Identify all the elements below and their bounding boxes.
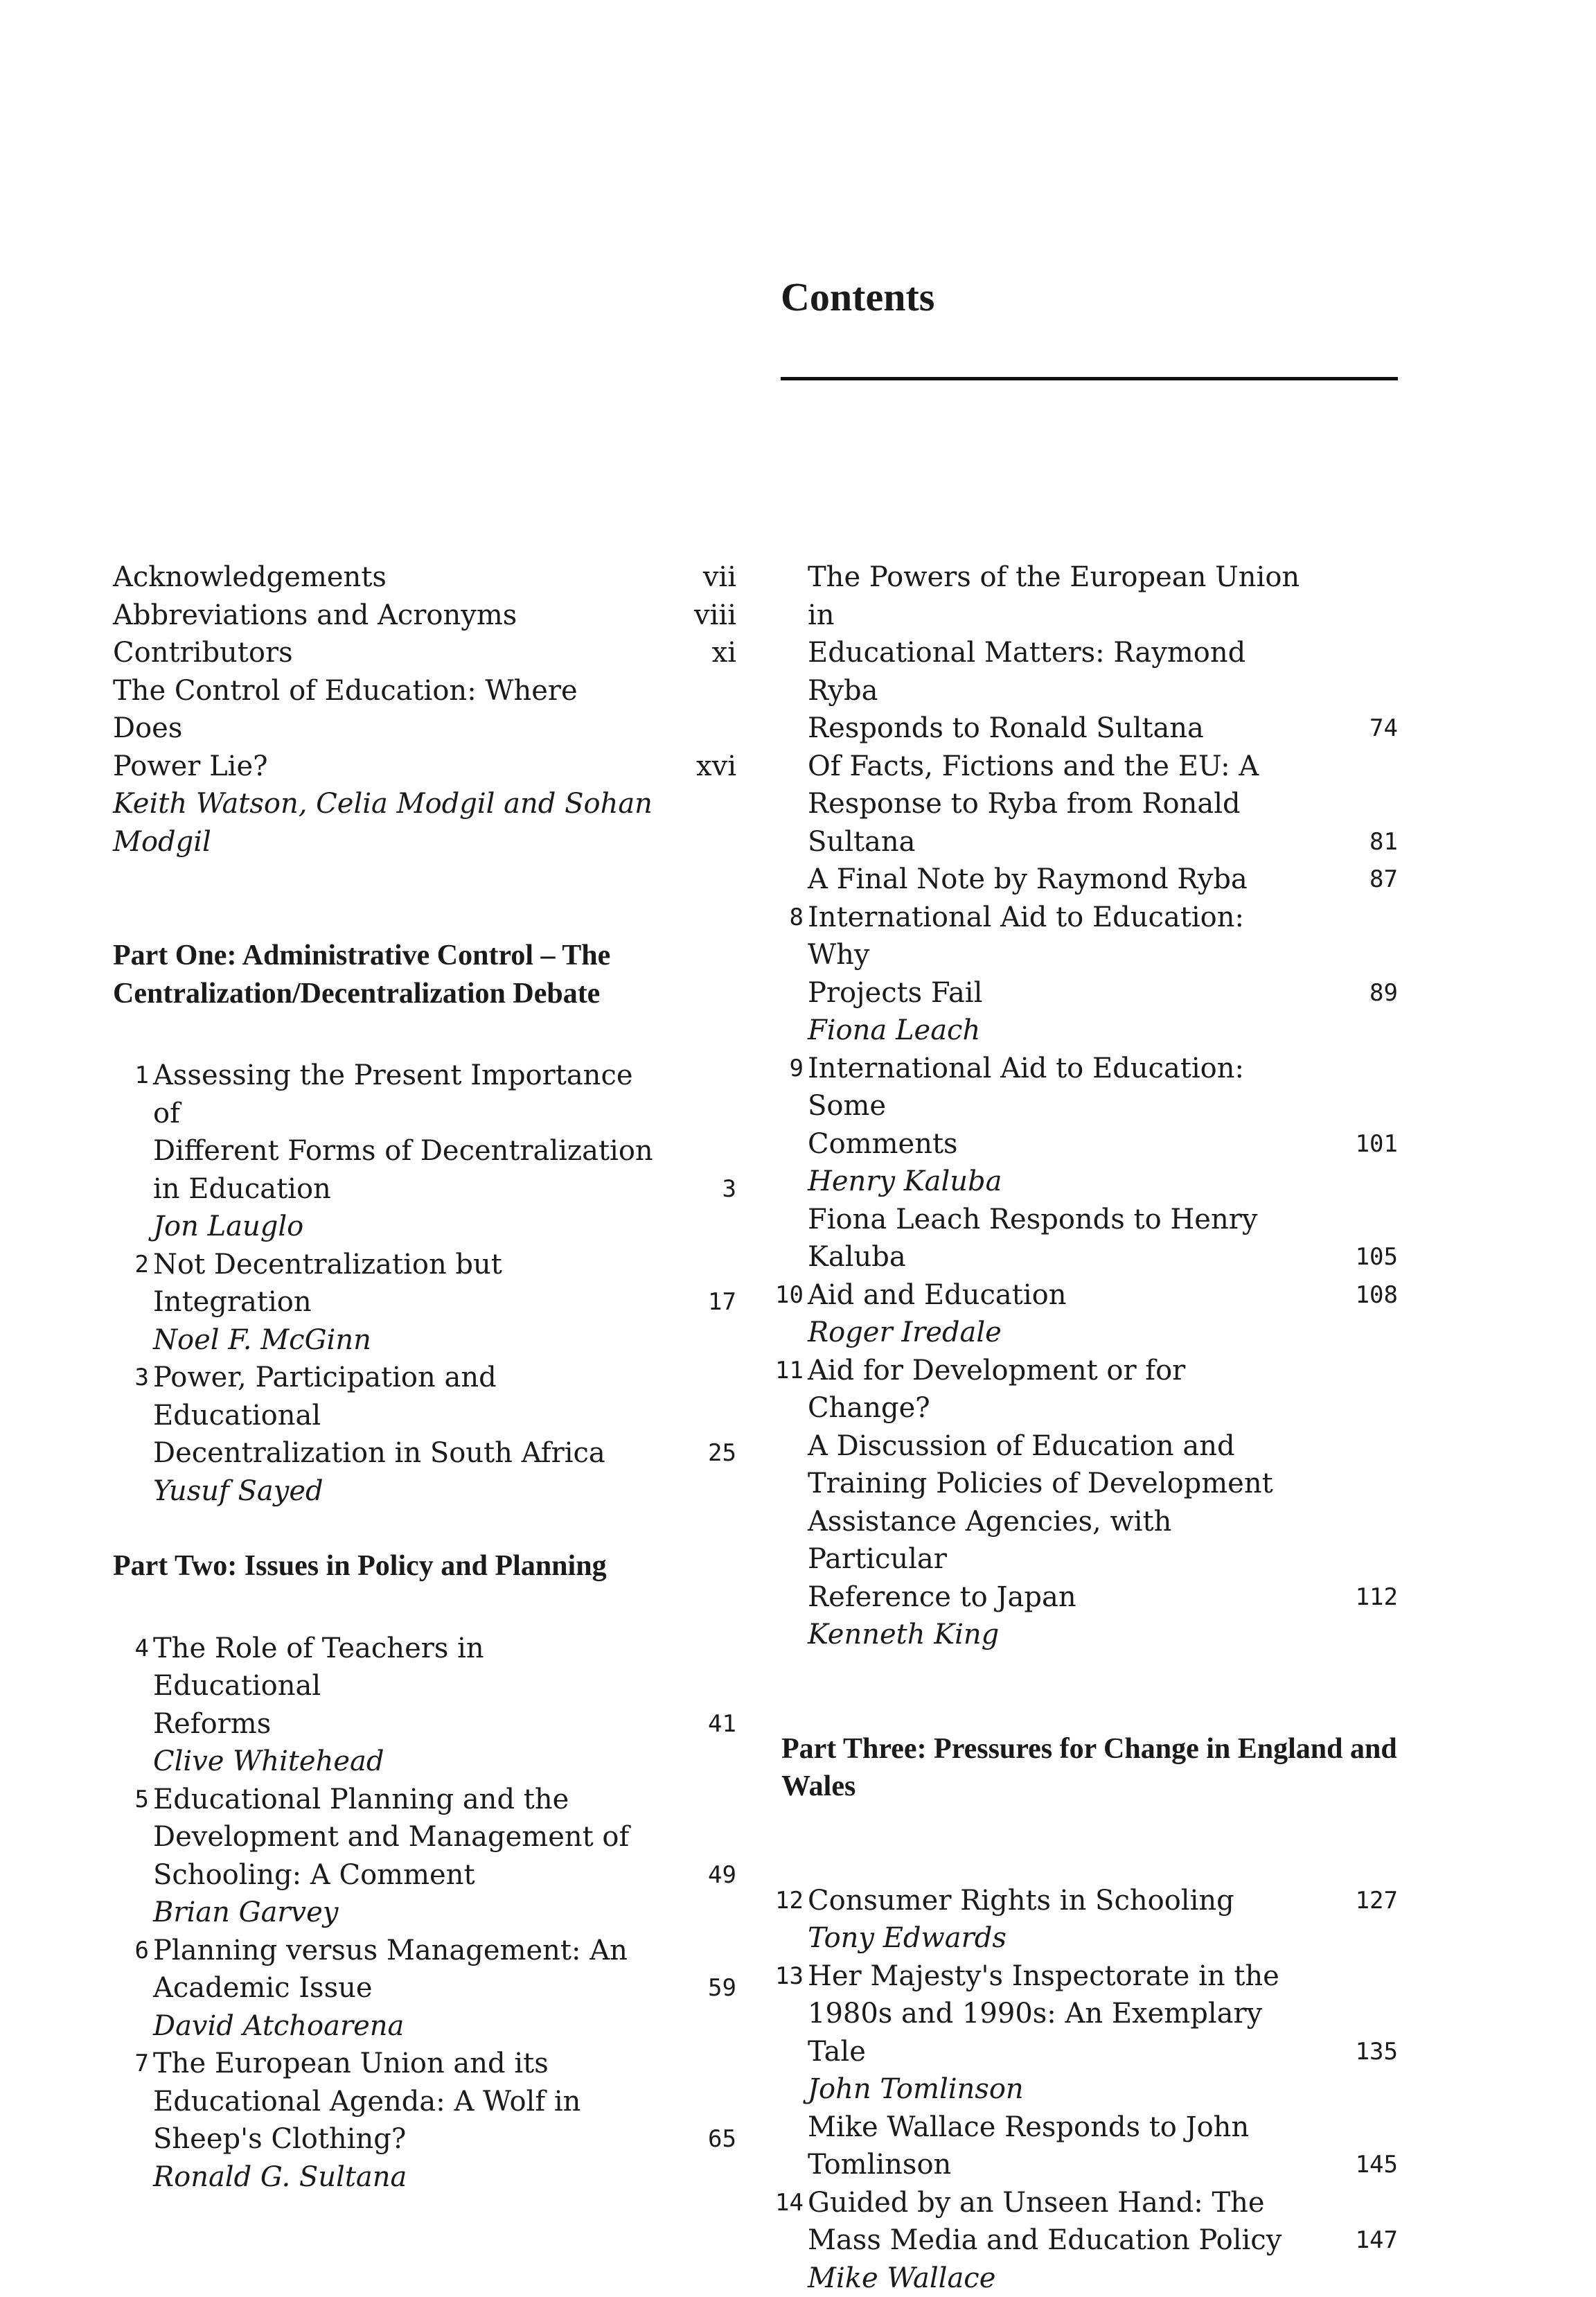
chapter-number bbox=[768, 2109, 808, 2184]
chapter-number: 10 bbox=[768, 1276, 808, 1314]
part-three-heading: Part Three: Pressures for Change in England and Wales bbox=[768, 1730, 1398, 1806]
toc-entry-chapter[interactable] bbox=[113, 1932, 736, 2045]
entry-title: Aid and Education bbox=[808, 1276, 1315, 1314]
toc-entry-chapter[interactable] bbox=[768, 1957, 1398, 2109]
entry-page: 145 bbox=[1315, 2146, 1398, 2184]
entry-page: 41 bbox=[653, 1705, 736, 1743]
entry-title: Mike Wallace Responds to John Tomlinson bbox=[808, 2109, 1315, 2184]
entry-page: xvi bbox=[653, 748, 736, 786]
entry-title: Her Majesty's Inspectorate in the 1980s and 1990s: An Exemplary Tale bbox=[808, 1957, 1315, 2071]
entry-title: Contributors bbox=[113, 634, 653, 672]
entry-page: 49 bbox=[653, 1856, 736, 1894]
toc-entry-response[interactable] bbox=[768, 748, 1398, 861]
entry-author: Jon Lauglo bbox=[153, 1208, 653, 1246]
entry-author: Kenneth King bbox=[808, 1616, 1315, 1654]
part-one-heading: Part One: Administrative Control – The Centralization/Decentralization Debate bbox=[113, 937, 736, 1012]
entry-page: xi bbox=[653, 634, 736, 672]
toc-entry-front[interactable] bbox=[113, 634, 736, 672]
entry-page: 25 bbox=[653, 1434, 736, 1472]
chapter-number bbox=[768, 558, 808, 748]
entry-title: Guided by an Unseen Hand: The Mass Media and Education Policy bbox=[808, 2184, 1315, 2260]
entry-page: 3 bbox=[653, 1170, 736, 1208]
toc-entry-chapter[interactable] bbox=[768, 899, 1398, 1050]
entry-title: The Powers of the European Union in Educational Matters: Raymond Ryba Responds to Ronald Sultana bbox=[808, 558, 1315, 748]
entry-page: 59 bbox=[653, 1969, 736, 2007]
entry-page: 112 bbox=[1315, 1578, 1398, 1617]
toc-entry-chapter[interactable] bbox=[768, 1352, 1398, 1654]
toc-right-column bbox=[768, 558, 1398, 2297]
entry-title: International Aid to Education: Some Comments bbox=[808, 1050, 1315, 1163]
entry-author: Roger Iredale bbox=[808, 1314, 1315, 1352]
chapter-number: 4 bbox=[113, 1630, 153, 1743]
entry-page: 135 bbox=[1315, 2033, 1398, 2071]
entry-page: viii bbox=[653, 597, 736, 635]
chapter-number: 11 bbox=[768, 1352, 808, 1617]
entry-page: 89 bbox=[1315, 974, 1398, 1012]
entry-author: Tony Edwards bbox=[808, 1919, 1315, 1957]
entry-title: International Aid to Education: Why Projects Fail bbox=[808, 899, 1315, 1012]
toc-entry-front[interactable] bbox=[113, 597, 736, 635]
entry-title: Planning versus Management: An Academic Issue bbox=[153, 1932, 653, 2007]
entry-page: 108 bbox=[1315, 1276, 1398, 1314]
entry-page: 81 bbox=[1315, 823, 1398, 861]
toc-entry-chapter[interactable] bbox=[768, 1276, 1398, 1352]
entry-page: 101 bbox=[1315, 1125, 1398, 1163]
entry-page: vii bbox=[653, 558, 736, 597]
entry-title: Abbreviations and Acronyms bbox=[113, 597, 653, 635]
toc-left-column bbox=[113, 558, 736, 2196]
entry-author: Henry Kaluba bbox=[808, 1163, 1315, 1201]
entry-author: Noel F. McGinn bbox=[153, 1321, 653, 1359]
entry-title: Consumer Rights in Schooling bbox=[808, 1882, 1315, 1920]
chapter-number bbox=[768, 748, 808, 861]
chapter-number: 5 bbox=[113, 1781, 153, 1894]
chapter-number bbox=[768, 1201, 808, 1276]
entry-author: John Tomlinson bbox=[808, 2070, 1315, 2109]
entry-page: 17 bbox=[653, 1283, 736, 1321]
entry-page: 87 bbox=[1315, 861, 1398, 899]
chapter-number: 3 bbox=[113, 1359, 153, 1472]
entry-title: The Role of Teachers in Educational Reforms bbox=[153, 1630, 653, 1743]
chapter-number: 7 bbox=[113, 2045, 153, 2158]
entry-author: David Atchoarena bbox=[153, 2007, 653, 2045]
chapter-number bbox=[768, 861, 808, 899]
entry-author: Ronald G. Sultana bbox=[153, 2158, 653, 2197]
entry-author: Mike Wallace bbox=[808, 2260, 1315, 2297]
chapter-number: 6 bbox=[113, 1932, 153, 2007]
part-two-heading: Part Two: Issues in Policy and Planning bbox=[113, 1547, 736, 1585]
chapter-number: 2 bbox=[113, 1246, 153, 1321]
toc-entry-response[interactable] bbox=[768, 2109, 1398, 2184]
entry-title: The Control of Education: Where Does Power Lie? bbox=[113, 672, 653, 786]
toc-entry-chapter[interactable] bbox=[768, 1050, 1398, 1201]
entry-title: Power, Participation and Educational Decentralization in South Africa bbox=[153, 1359, 653, 1472]
entry-page: 147 bbox=[1315, 2221, 1398, 2260]
entry-title: Fiona Leach Responds to Henry Kaluba bbox=[808, 1201, 1315, 1276]
toc-entry-chapter[interactable] bbox=[768, 2184, 1398, 2297]
entry-title: Educational Planning and the Development and Management of Schooling: A Comment bbox=[153, 1781, 653, 1894]
entry-author: Brian Garvey bbox=[153, 1894, 653, 1932]
chapter-number: 13 bbox=[768, 1957, 808, 2071]
entry-title: A Final Note by Raymond Ryba bbox=[808, 861, 1315, 899]
entry-title: Aid for Development or for Change? A Discussion of Education and Training Policies of Development Assistance Agencies, with Particular Reference to Japan bbox=[808, 1352, 1315, 1617]
toc-entry-front[interactable] bbox=[113, 672, 736, 861]
toc-entry-chapter[interactable] bbox=[113, 1057, 736, 1246]
entry-author: Clive Whitehead bbox=[153, 1743, 653, 1781]
page-title: Contents bbox=[781, 274, 934, 320]
entry-page: 74 bbox=[1315, 710, 1398, 748]
toc-entry-response[interactable] bbox=[768, 558, 1398, 748]
entry-page: 127 bbox=[1315, 1882, 1398, 1920]
chapter-number: 1 bbox=[113, 1057, 153, 1208]
toc-entry-chapter[interactable] bbox=[113, 2045, 736, 2196]
chapter-number: 12 bbox=[768, 1882, 808, 1920]
entry-page: 105 bbox=[1315, 1238, 1398, 1276]
entry-title: Assessing the Present Importance of Different Forms of Decentralization in Education bbox=[153, 1057, 653, 1208]
toc-entry-chapter[interactable] bbox=[113, 1781, 736, 1932]
toc-entry-chapter[interactable] bbox=[113, 1359, 736, 1510]
entry-page: 65 bbox=[653, 2120, 736, 2158]
entry-author: Yusuf Sayed bbox=[153, 1472, 653, 1511]
entry-title: Acknowledgements bbox=[113, 558, 653, 597]
toc-entry-chapter[interactable] bbox=[768, 1882, 1398, 1957]
toc-entry-chapter[interactable] bbox=[113, 1630, 736, 1781]
toc-entry-response[interactable] bbox=[768, 861, 1398, 899]
toc-entry-response[interactable] bbox=[768, 1201, 1398, 1276]
entry-title: Of Facts, Fictions and the EU: A Response to Ryba from Ronald Sultana bbox=[808, 748, 1315, 861]
toc-entry-front[interactable] bbox=[113, 558, 736, 597]
entry-title: The European Union and its Educational Agenda: A Wolf in Sheep's Clothing? bbox=[153, 2045, 653, 2158]
title-rule bbox=[781, 377, 1398, 380]
entry-title: Not Decentralization but Integration bbox=[153, 1246, 653, 1321]
entry-author: Fiona Leach bbox=[808, 1012, 1315, 1050]
entry-author: Keith Watson, Celia Modgil and Sohan Modgil bbox=[113, 785, 653, 861]
chapter-number: 14 bbox=[768, 2184, 808, 2260]
chapter-number: 9 bbox=[768, 1050, 808, 1163]
chapter-number: 8 bbox=[768, 899, 808, 1012]
toc-entry-chapter[interactable] bbox=[113, 1246, 736, 1359]
